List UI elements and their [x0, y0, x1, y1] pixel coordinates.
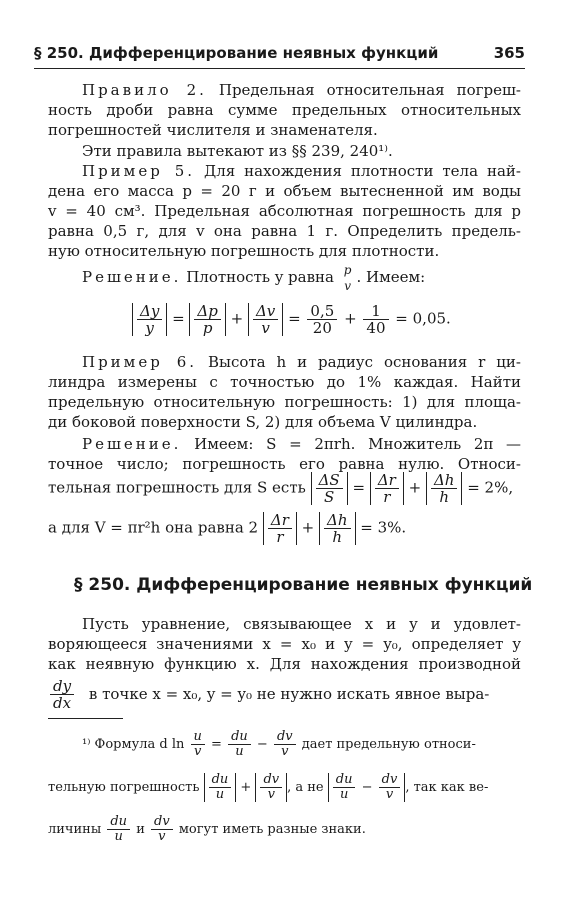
example6-paragraph: Пример 6. Высота h и радиус основания r ци- линдра измерены с точностью до 1% каждая. Найти предельную относительную погрешность: 1) для площа- ди боковой поверхности S, 2) для объема V цилиндра. [48, 353, 521, 431]
page-number: 365 [493, 44, 525, 62]
derivative-line: $\frac{dy}{dx}$ в точке x = x₀, y = y₀ не нужно искать явное выра- [48, 678, 489, 711]
rule2-paragraph: Правило 2. Предельная относительная погреш- ность дроби равна сумме предельных относительных погрешностей числителя и знаменателя. [48, 81, 521, 139]
footnote-separator [48, 718, 123, 719]
example5-paragraph: Пример 5. Для нахождения плотности тела най- дена его масса p = 20 г и объем вытесненной им воды v = 40 см³. Предельная абсолютная погрешность для p равна 0,5 г, для v она равна 1 г. Определить предель- ную относительную погрешность для плотности. [48, 162, 521, 260]
derived-line: Эти правила вытекают из §§ 239, 240¹⁾. [82, 142, 393, 160]
footnote-line-2: тельную погрешность $\frac{du}{u}$ + $\frac{dv}{v}$ , а не $\frac{du}{u}$ − $\frac{dv}{v}$ , так как ве- [48, 772, 489, 802]
solution6-label: Решение. [82, 435, 182, 453]
solution6-paragraph: Решение. Имеем: S = 2πrh. Множитель 2π — точное число; погрешность его равна нулю. Относи- [48, 435, 521, 473]
footnote-line-3: личины $\frac{du}{u}$ и $\frac{dv}{v}$ могут иметь разные знаки. [48, 814, 366, 844]
solution5-line: Решение. Плотность y равна p v . Имеем: [82, 263, 426, 293]
header-title: § 250. Дифференцирование неявных функций [34, 44, 439, 62]
footnote-line-1: ¹⁾ Формула d ln $\frac{u}{v}$ = $\frac{du}{u}$ − $\frac{dv}{v}$ дает предельную относи- [82, 729, 476, 759]
section-heading: § 250. Дифференцирование неявных функций [74, 575, 533, 595]
rule2-label: Правило 2. [82, 81, 207, 99]
density-fraction: p v [343, 263, 352, 293]
running-header [34, 44, 525, 69]
density-error-formula: $\frac{\Delta y}{y}$ = $\frac{\Delta p}{p}$ + $\frac{\Delta v}{v}$ = $\frac{0,5}{20}$ + $\frac{1}{40}$ = 0,05. [132, 303, 451, 336]
section-paragraph: Пусть уравнение, связывающее x и y и удовлет- воряющееся значениями x = x₀ и y = y₀, определяет y как неявную функцию x. Для нахождения производной [48, 615, 521, 673]
dy-dx-fraction: $\frac{dy}{dx}$ [50, 678, 74, 711]
example5-label: Пример 5. [82, 162, 196, 180]
surface-error-formula: тельная погрешность для S есть $\frac{\Delta S}{S}$ = $\frac{\Delta r}{r}$ + $\frac{\Delta h}{h}$ = 2%, [48, 471, 514, 506]
volume-error-formula: а для V = πr²h она равна 2 $\frac{\Delta r}{r}$ + $\frac{\Delta h}{h}$ = 3%. [48, 511, 407, 546]
example6-label: Пример 6. [82, 353, 198, 371]
solution5-label: Решение. [82, 268, 182, 286]
